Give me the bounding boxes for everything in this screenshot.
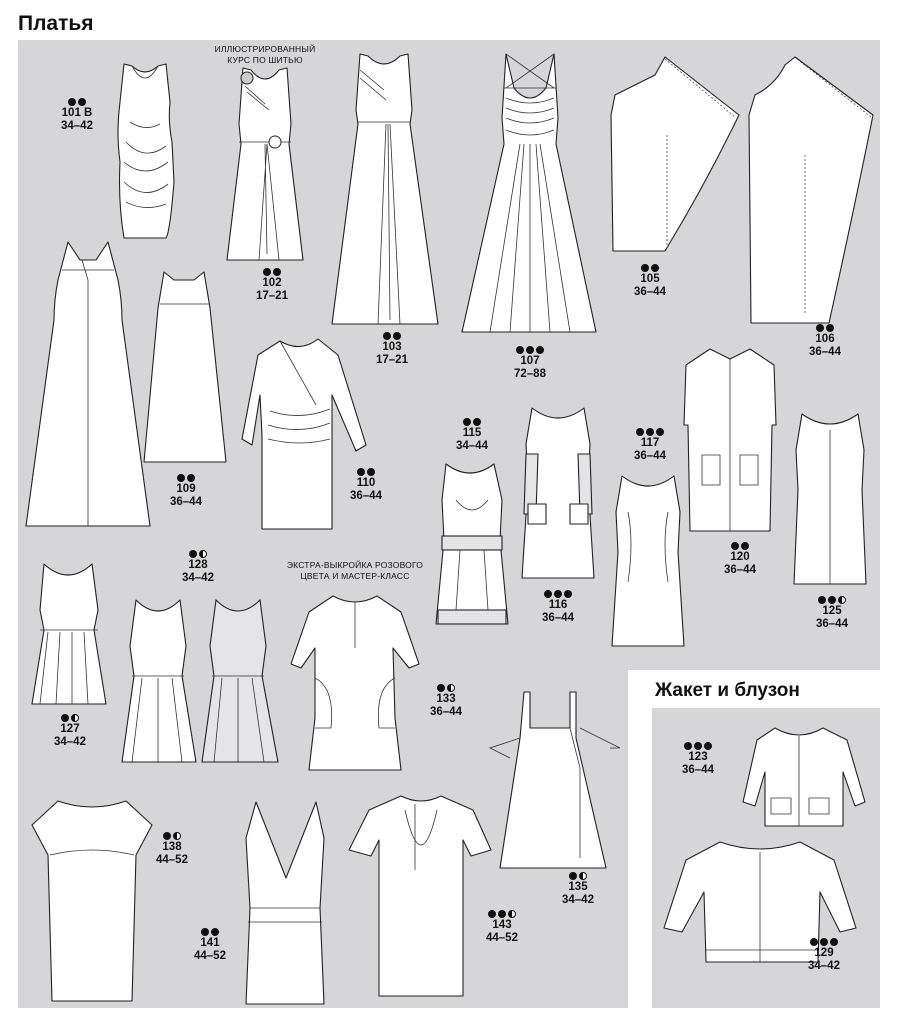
model-number: 120 <box>730 551 750 563</box>
model-label-141 <box>180 926 240 963</box>
model-number: 125 <box>822 605 842 617</box>
garment-143-drawing <box>345 790 495 1000</box>
model-label-128 <box>168 548 228 585</box>
model-number: 128 <box>188 559 208 571</box>
garment-120-drawing <box>680 345 780 535</box>
model-sizes: 36–44 <box>170 496 202 508</box>
model-label-133 <box>416 682 476 719</box>
garment-138-drawing <box>28 795 158 1005</box>
model-label-117 <box>620 426 680 463</box>
model-number: 133 <box>436 693 456 705</box>
model-number: 123 <box>688 751 708 763</box>
model-sizes: 34–42 <box>808 960 840 972</box>
model-label-102 <box>242 266 302 303</box>
model-number: 127 <box>60 723 80 735</box>
garment-133-drawing <box>285 588 425 778</box>
garment-109a-drawing <box>22 240 152 530</box>
garment-102-drawing <box>225 64 305 264</box>
model-number: 110 <box>356 477 376 489</box>
model-number: 105 <box>640 273 660 285</box>
model-number: 106 <box>815 333 835 345</box>
model-number: 135 <box>568 881 588 893</box>
difficulty-dots <box>47 96 107 107</box>
garment-128-drawing <box>122 596 282 766</box>
model-number: 109 <box>176 483 196 495</box>
garment-117-drawing <box>608 472 688 652</box>
model-sizes: 34–42 <box>61 120 93 132</box>
model-label-135 <box>548 870 608 907</box>
garment-141-drawing <box>240 798 330 1008</box>
model-number: 116 <box>548 599 568 611</box>
garment-125-drawing <box>790 410 870 590</box>
section-title-dresses: Платья <box>18 12 94 35</box>
model-sizes: 17–21 <box>256 290 288 302</box>
model-number: 107 <box>520 355 540 367</box>
model-label-125 <box>802 594 862 631</box>
garment-116-drawing <box>518 404 598 584</box>
garment-135-drawing <box>480 688 630 878</box>
model-label-103 <box>362 330 422 367</box>
garment-101b-drawing <box>110 62 180 242</box>
model-label-138 <box>142 830 202 867</box>
model-label-127 <box>40 712 100 749</box>
model-sizes: 34–42 <box>562 894 594 906</box>
model-sizes: 36–44 <box>816 618 848 630</box>
model-number: 129 <box>814 947 834 959</box>
garment-107-drawing <box>460 48 600 338</box>
model-number: 143 <box>492 919 512 931</box>
model-number: 101 B <box>61 107 93 119</box>
model-sizes: 36–44 <box>430 706 462 718</box>
model-sizes: 36–44 <box>542 612 574 624</box>
model-number: 102 <box>262 277 282 289</box>
model-label-115 <box>442 416 502 453</box>
model-label-101b <box>47 96 107 133</box>
model-sizes: 44–52 <box>486 932 518 944</box>
model-label-107 <box>500 344 560 381</box>
model-label-143 <box>472 908 532 945</box>
model-number: 141 <box>200 937 220 949</box>
model-sizes: 44–52 <box>156 854 188 866</box>
model-sizes: 44–52 <box>194 950 226 962</box>
model-label-105 <box>620 262 680 299</box>
model-sizes: 36–44 <box>634 286 666 298</box>
garment-103-drawing <box>330 50 440 330</box>
model-sizes: 36–44 <box>724 564 756 576</box>
section-title-jackets: Жакет и блузон <box>655 680 800 701</box>
model-label-116 <box>528 588 588 625</box>
model-sizes: 36–44 <box>350 490 382 502</box>
model-label-106 <box>795 322 855 359</box>
model-number: 138 <box>162 841 182 853</box>
garment-123-drawing <box>735 722 875 832</box>
model-number: 115 <box>462 427 482 439</box>
model-number: 117 <box>640 437 660 449</box>
garment-115-drawing <box>432 460 512 630</box>
model-sizes: 34–42 <box>54 736 86 748</box>
model-sizes: 72–88 <box>514 368 546 380</box>
garment-105-drawing <box>605 55 745 255</box>
model-sizes: 17–21 <box>376 354 408 366</box>
model-sizes: 36–44 <box>682 764 714 776</box>
model-number: 103 <box>382 341 402 353</box>
model-label-123 <box>668 740 728 777</box>
garment-109b-drawing <box>140 268 230 468</box>
model-label-109 <box>156 472 216 509</box>
model-label-129 <box>794 936 854 973</box>
model-label-110 <box>336 466 396 503</box>
model-sizes: 34–44 <box>456 440 488 452</box>
note-illustrated-course: ИЛЛЮСТРИРОВАННЫЙ КУРС ПО ШИТЬЮ <box>214 44 316 65</box>
garment-110-drawing <box>240 335 370 535</box>
garment-106-drawing <box>745 55 875 325</box>
model-label-120 <box>710 540 770 577</box>
garment-127-drawing <box>30 560 110 710</box>
model-sizes: 36–44 <box>809 346 841 358</box>
model-sizes: 34–42 <box>182 572 214 584</box>
note-extra-pattern: ЭКСТРА-ВЫКРОЙКА РОЗОВОГО ЦВЕТА И МАСТЕР-КЛАСС <box>286 560 424 581</box>
model-sizes: 36–44 <box>634 450 666 462</box>
